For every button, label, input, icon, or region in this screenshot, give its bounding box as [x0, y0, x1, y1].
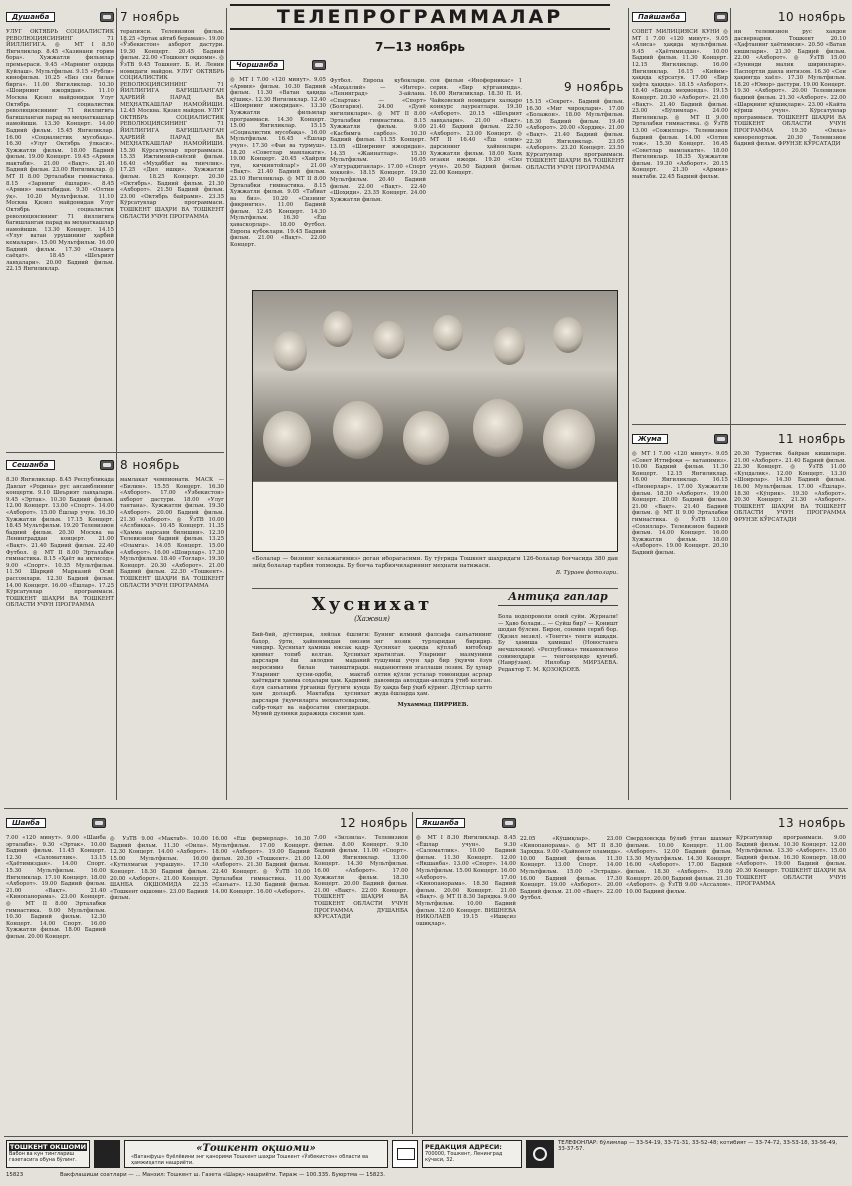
day-friday-column — [632, 430, 728, 800]
program-text: УЛУГ ОКТЯБРЬ СОЦИАЛИСТИК РЕВОЛЮЦИЯСИНИНГ 71 ЙИЛЛИГИГА. ◎ МТ I 8.50 Янгиликлар. 8.45 «Хазинани горим бора». Хужжатли фильмлар премьераси. 9.45 «Марнинг олдида Куйлаш». Мультфильм. 9.15 «Рубли» кинофильм. 10.25 «Биз сиз билан бирга». 11.00 Янгиликлар. 10.30 «Шоирнинг ижодидан». 11.10 Москва Қизил майдонидан Улуг Октябрь социалистик революциясининг 71 йиллигига багишланган парад ва меҳнаткашлар намойиши. 13.30 Концерт. 14.00 Бадиий фильм. 15.45 Янгиликлар. 16.00 «Социалистик мусобақа». 16.30 «Улуг Октябрь ўлкаси». Хужжатли фильм. 18.00 Бадиий фильм. 19.00 Концерт. 19.45 «Армия мактаби». 21.00 «Вақт». 21.40 Бадиий фильм. 23.00 Янгиликлар. ◎ МТ II 8.00 Эрталабки гимнастика. 8.15 «Зарнинг ёшлари». 8.45 «Армия» мактабидан. 9.30 «Олтин ўқ». 10.20 Мультфильм. 11.10 Москва Қизил майдонидан Улуг Октябрь социалистик революциясининг 71 йиллигига багишланган парад ва меҳнаткашлар намойиши. 13.30 Концерт. 14.15 «Улуғ ватан урушининг ҳарбий кемалари». 15.00 Мультфильм. 16.00 Бадиий фильм. 17.30 «Оламга саёҳат». 18.45 «Шеърият лавҳалари». 20.00 Бадиий фильм. 22.15 Янгиликлар. — [6, 29, 114, 273]
day-sunday-column — [416, 814, 516, 1132]
ad-middle — [124, 1140, 388, 1168]
article-header — [252, 594, 492, 623]
week-range: 7—13 ноябрь — [374, 40, 466, 54]
day-wednesday-column-4 — [526, 78, 624, 286]
envelope-icon — [392, 1140, 418, 1168]
day-monday-column-2 — [120, 8, 224, 450]
program-text: ◎ МТ I 8.30 Янгиликлар. 8.45 «Ёшлар учун». 9.30 «Саломатлик». 10.00 Бадиий фильм. 11.30 Концерт. 12.00 «Якшанба». 13.00 «Спорт». 14.00 Мультфильм. 15.00 Концерт. 16.00 «Ахборот». 17.00 «Кинопанорама». 18.30 Бадиий фильм. 20.00 Концерт. 21.00 «Вақт». ◎ МТ II 8.30 Зарядка. 9.00 Мультфильм. 10.00 Бадиий фильм. 12.00 Концерт. ВИШНЕВА НИКОЛАЕВ 19.15 «Ишқсиз ошиқлар». — [416, 835, 516, 927]
day-sunday-column-2 — [520, 836, 622, 1132]
ad-left-text: Вабон ва кун тинглариш газетасига обуна бўлинг. — [9, 1151, 77, 1163]
day-badge-tuesday: Сешанба — [6, 460, 55, 471]
photo-caption: «Болалар — бизнинг келажагимиз» деган иборагасими. Бу тўғрида Тошкент шаҳридаги 126-болалар боғчасида 380 дан зиёд болалар тарбия топмоқда. Бу боғча тарбиячиларининг меҳнати натижаси. В. Тўраев фотолари. — [252, 556, 618, 576]
day-wednesday-column-2 — [330, 78, 426, 286]
day-badge-thursday: Пайшанба — [632, 12, 686, 23]
program-text: ◎ МТ I 7.00 «120 минут». 9.05 «Совет Иттифоқи — ватанимиз». 10.00 Бадиий фильм. 11.30 Концерт. 12.15 Янгиликлар. 16.00 Янгиликлар. 16.15 «Пионерлар». 17.00 Хужжатли фильм. 18.30 «Ахборот». 19.00 Концерт. 20.00 Бадиий фильм. 21.00 «Вақт». 21.40 Бадиий фильм. ◎ МТ II 9.00 Эрталабки гимнастика. ◎ ЎзТВ 13.00 «Сохиллар». Телевизион бадиий фильм. 14.00 Концерт. 16.00 Хужжатли фильм. 18.00 «Ахборот». 19.00 Концерт. 20.30 Бадиий фильм. — [632, 451, 728, 556]
program-text: сон фильм «Иноферникас» 1 серия. «Бир кўрганимда». 16.00 Янгиликлар. 18.30 П. И. Чайковский номидаги халқаро конкурс лауреатлари. 19.30 «Ахборот». 20.15 «Шеърият лавҳалари». 21.00 «Вақт». 21.40 Бадиий фильм. 22.50 «Ахборот». 23.00 Концерт. ◎ МТ II 16.40 «Ёш олим» дарсининг ҳайвонлари. Хужжатли фильм. 18.00 Халқ оғзаки ижоди. 19.20 «Сиз учун». 20.50 Бадиий фильм. 22.00 Концерт. — [430, 78, 522, 177]
page-title: ТЕЛЕПРОГРАММАЛАР — [230, 4, 610, 30]
program-text: Кўрсатувлар программаси. 9.00 Бадиий фильм. 10.30 Концерт. 12.00 Мультфильм. 13.30 «Ахборот». 15.00 Бадиий фильм. 16.30 Концерт. 18.00 «Ахборот». 19.00 Бадиий фильм. 20.30 Концерт. ТОШКЕНТ ШАҲРИ ВА ТОШКЕНТ ОБЛАСТИ УЧУН ПРОГРАММА — [736, 835, 846, 888]
day-label-thursday: 10 ноябрь — [777, 9, 846, 24]
article-column-2: Бунинг илмиий фалсафа санъатининг энг нозик турларидан биридир. Ҳуснихат ҳақида кўплаб китоблар яратилган. Уларнинг мазмунини тушуниш учун ҳар бир ўқувчи ёзув маданиятини эгаллаши лозим. Бу ҳунар олтин қўлли усталар томонидан асрлар давомида авлоддан-авлодга ўтиб келган. Бу ҳақда бир ўқиб кўринг. Дўстлар ҳатто жуда ёшларда ҳам. Мухаммад ПИРРИЕВ. — [374, 632, 492, 708]
editorial-address-text: 700000, Тошкент, Ленинград кўчаси, 32. — [425, 1151, 503, 1163]
ad-middle-logo: «Тошкент оқшоми» — [196, 1143, 316, 1154]
day-label-wednesday: 9 ноябрь — [564, 79, 624, 94]
page-number: 15823 — [6, 1172, 24, 1178]
day-saturday-column-3 — [212, 836, 310, 1132]
day-badge-saturday: Шанба — [6, 818, 46, 829]
program-text: мамлакат чемпионати. МАСК — «Билим». 15.55 Концерт. 16.30 «Ахборот». 17.00 «Ўзбекистон» ахборот дастури. 18.00 «Улуг тантана». Хужжатли фильм. 19.30 «Ахборот». 20.00 Бадиий фильм. 21.30 «Ахборот». ◎ ЎзТВ 10.00 «Аслбикка». 10.45 Концерт. 11.35 «Ҳамма нарсани билишни». 12.30 Телевизион бадиий фильм. 13.25 «Оламга». 14.05 Концерт. 15.00 «Ахборот». 16.00 «Шоирлар». 17.30 Мультфильм. 18.40 «Тоғлар». 19.30 Концерт. 20.30 «Ахборот». 21.00 Бадиий фильм. 22.30 «Тошкент». ТОШКЕНТ ШАҲРИ ВА ТОШКЕНТ ОБЛАСТИ УЧУН ПРОГРАММА — [120, 477, 224, 589]
day-tuesday-column — [6, 456, 114, 804]
program-text: 8.30 Янгиликлар. 8.45 Республикада Давлат «Родина» рус ансамблининг концерти. 9.10 Шеърият лавҳалари. 9.45 «Эртак». 10.30 Бадиий фильм. 12.00 Концерт. 13.00 «Спорт». 14.00 «Ахборот». 15.00 Ёшлар учун. 16.30 Хужжатли фильм. 17.15 Концерт. 18.45 Мультфильм. 19.20 Телевизион бадиий фильм. 20.30 Москва ва Ленинграддан концерт. 21.00 «Вақт». 21.40 Бадиий фильм. 22.40 Футбол. ◎ МТ II 8.00 Эрталабки гимнастика. 8.15 «Ҳаёт ва иқтисод». 9.00 «Спорт». 10.35 Мультфильм. 11.50 Шарқий Марказий Осиё рассомлари. 12.30 Бадиий фильм. 14.00 Концерт. 16.00 «Ёшлар». 17.25 Кўрсатувлар программаси. ТОШКЕНТ ШАҲРИ ВА ТОШКЕНТ ОБЛАСТИ УЧУН ПРОГРАММА — [6, 477, 114, 609]
ad-arrow-graphic — [94, 1140, 120, 1168]
program-text: ни телевизион рус хандон дасвернарни. Тошкент 20.10 «Ҳафтанинг ҳаётимизи». 20.50 «Ватан кишилари». 21.30 Бадиий фильм. 22.00 «Ахборот». ◎ ЎзТВ 15.00 «Зунинди малик ширинлари». Паспортли давла интизом. 16.30 «Сен ҳақингда хаёл». 17.30 Мультфильм. 18.20 «Юмор» дастури. 19.00 Концерт. 19.30 «Ахборот». 20.00 Телевизион бадиий фильм. 21.30 «Ахборот». 22.00 «Шарқнинг қўшиқлари». 23.00 «Кайта кўриш учун». Кўрсатувлар программаси. ТОШКЕНТ ШАҲРИ ВА ТОШКЕНТ ОБЛАСТИ УЧУН ПРОГРАММА 19.30 «Оила» кинорепортаж. 20.30 Телевизион бадиий фильм. ФРУНЗЕ КЎРСАТАДИ — [734, 29, 846, 148]
program-text: 7.00 «120 минут». 9.00 «Шанба эрталаби». 9.30 «Эртак». 10.00 Бадиий фильм. 11.45 Концерт. 12.30 «Саломатлик». 13.15 «Ҳаётимиздан». 14.00 Спорт. 15.30 Мультфильм. 16.00 Янгиликлар. 17.10 Концерт. 18.00 «Ахборот». 19.00 Бадиий фильм. 21.00 «Вақт». 21.40 «Кинопанорама». 23.00 Концерт. ◎ МТ II 8.00 Эрталабки гимнастика. 9.00 Мультфильм. 10.30 Бадиий фильм. 12.30 Концерт. 14.00 Спорт. 16.00 Хужжатли фильм. 18.00 Бадиий фильм. 20.00 Концерт. — [6, 835, 106, 940]
ad-left — [6, 1140, 90, 1168]
day-label-sunday: 13 ноябрь — [777, 815, 846, 830]
kindergarten-photo — [252, 290, 618, 552]
antiqa-column: Бола водопроволи олий суйи. Журнали! — Ҳаво болади... — Суйш бир? — Қоништ шодан бўлсин. Бирон, сонмин сериб бор. (Қизил мезил). «Тонгги» тенги ишқади. Бу ҳамиша ҳамиша! (Новостанга мечшлоким). «Республика» тикамоилмоо совимоҳдари — тенгоиҳоидо қувчиб. (Наврўзам). Нилобар МИРЗАЕВА. Редактор Т. М. ҚОЗОҚБОЕВ. — [498, 614, 618, 673]
program-text: ◎ ЎзТВ 9.00 «Мактаб». 10.00 Бадиий фильм. 11.30 «Оила». 12.30 Концерт. 14.00 «Ахборот». 15.00 Мультфильм. 16.00 «Кутилмаган учрашув». 17.30 Концерт. 18.30 Бадиий фильм. 20.00 «Ахборот». 21.00 Концерт. ШАНБА ОҚШОМИДА 22.35 «Тошкент оқшоми». 23.00 Бадиий фильм. — [110, 836, 208, 902]
program-text: 22.05 «Кўшиқлар». 23.00 «Кинопанорама». ◎ МТ II 8.30 Зарядка. 9.00 «Ҳайвонот оламида». 10.00 Бадиий фильм. 11.30 Концерт. 13.00 Спорт. 14.00 Мультфильм. 15.00 «Эстрада». 16.00 Бадиий фильм. 17.30 Концерт. 19.00 «Ахборот». 20.00 Бадиий фильм. 21.00 «Вақт». 22.00 Футбол. — [520, 836, 622, 902]
day-label-saturday: 12 ноябрь — [339, 815, 408, 830]
tv-icon — [92, 818, 106, 828]
tv-icon — [714, 434, 728, 444]
day-saturday-column — [6, 814, 106, 1132]
day-badge-sunday: Якшанба — [416, 818, 465, 829]
program-text: СОВЕТ МИЛИЦИЯСИ КУНИ ◎ МТ I 7.00 «120 минут». 9.05 «Алиса» ҳақида мультфильм. 9.45 «Ҳаётимиздан». 10.00 Бадиий фильм. 11.30 Концерт. 12.15 Янгиликлар. 16.00 Янгиликлар. 16.15 «Кийим» ҳақида кўрсатув. 17.00 «Бир ҳафта ҳақида». 18.15 «Ахборот». 18.40 «Бизда меҳмонда». 19.15 Концерт. 20.30 «Ахборот». 21.00 «Вақт». 21.40 Бадиий фильм. 23.00 «Бўлимлар». 24.00 Янгиликлар. ◎ МТ II 9.00 Эрталабки гимнастика. ◎ ЎзТВ 13.00 «Сожиллар». Телевизион бадиий фильм. 14.00 «Олтин тож». 15.30 Концерт. 16.45 «Советлар мамлакати». 18.00 Янгиликлар. 18.35 Хужжатли фильм. 19.30 «Ахборот». 20.15 Концерт. 21.30 «Армия» мактаби. 22.45 Бадиий фильм. — [632, 29, 728, 181]
antiqa-header — [498, 590, 618, 606]
day-label-friday: 11 ноябрь — [777, 431, 846, 446]
day-wednesday-column-3 — [430, 78, 522, 286]
editorial-phones: ТЕЛЕФОНЛАР: бўлимлар — 33-54-19, 33-71-31, 33-52-48; котибият — 33-74-72, 33-53-18, 33-56-49, 33-37-57. — [558, 1140, 838, 1153]
editorial-title: РЕДАКЦИЯ АДРЕСИ: — [425, 1143, 502, 1151]
tv-icon — [502, 818, 516, 828]
program-text: Футбол. Европа кубоклари. «Маҳаллий» — «Интер». «Ленинград» 3-айлана. «Спартак» — «Спорт» (Болгария). 24.00 «Дунё янгиликлари». ◎ МТ II 8.00 Эрталабки гимнастика. 8.15 Хужжатли фильм. 9.00 «Касбимга сарбоз». 10.30 Бадиий фильм. 11.55 Концерт. 13.05 «Шоирнинг ижодидан». 14.35 «Жаннатлар». 15.30 Мультфильм. 16.05 «Улгурадиганлар». 17.00 «Спорт хоккей». 18.15 Концерт. 19.30 Мультфильм. 20.40 Бадиий фильм. 22.00 «Вақт». 22.40 «Шоҳиди». 23.35 Концерт. 24.00 Хужжатли фильм. — [330, 78, 426, 203]
day-label-tuesday: 8 ноябрь — [120, 457, 180, 472]
day-label-monday: 7 ноябрь — [120, 9, 180, 24]
day-tuesday-column-2 — [120, 456, 224, 804]
tv-icon — [100, 12, 114, 22]
day-monday-column — [6, 8, 114, 450]
tv-icon — [312, 60, 326, 70]
program-text: 20.30 Туристик байрам кишилари. 21.00 «Ахборот». 21.40 Бадиий фильм. 22.30 Концерт. ◎ ЎзТВ 11.00 «Кундалик». 12.00 Концерт. 13.30 «Шоирлар». 14.30 Бадиий фильм. 16.00 Мультфильм. 17.00 «Ёшлар». 18.30 «Кўприк». 19.30 «Ахборот». 20.30 Концерт. 21.30 «Ахборот». ТОШКЕНТ ШАҲРИ ВА ТОШКЕНТ ОБЛАСТИ УЧУН ПРОГРАММА ФРУНЗЕ КЎРСАТАДИ — [734, 451, 846, 523]
day-friday-column-2 — [734, 430, 846, 800]
program-text: ◎ МТ I 7.00 «120 минут». 9.05 «Армия» фильм. 10.30 Бадиий фильм. 11.30 «Ватан ҳақида қўшиқ». 12.30 Янгиликлар. 12.40 «Шоирнинг ижодидан». 13.30 Хужжатли фильмлар программаси. 14.30 Концерт. 15.00 Янгиликлар. 15.15 «Социалистик мусобақа». 16.00 Мультфильм. 16.45 «Ёшлар учун». 17.30 «Фан ва турмуш». 18.20 «Советлар мамлакати». 19.00 Концерт. 20.45 «Хайрли тун, кичкинтойлар!» 21.00 «Вақт». 21.40 Бадиий фильм. 23.10 Янгиликлар. ◎ МТ II 8.00 Эрталабки гимнастика. 8.15 Хужжатли фильм. 9.05 «Табиат ва биз». 10.20 «Сизнинг фикрингиз». 11.00 Бадиий фильм. 12.45 Концерт. 14.30 Мультфильм. 16.30 «Ёш ҳаваскорлар». 18.00 Футбол. Европа кубоклари. 19.45 Бадиий фильм. 21.00 «Вақт». 22.00 Концерт. — [230, 77, 326, 248]
article-column-1: Бий-бий, дўстинрак, ляйлак ёшлиги: баҳор, ўрти, ҳайвонмидан овозим чиндир. Ҳуснихат ҳамиша юксак қадр-қиммат топиб келган. Ҳуснихат дарслари ёш авлодни маданий меросимиз билан таништиради. Уларнинг ҳусни-одоби, мактаб ҳаётидаги ҳамма соҳалари ҳам. Қадимий ёзув санъатини ўрганиш бугунги кунда ҳам долзарб. Мактабда ҳуснихат дарслари ўқувчиларга меҳнатсеварлик, сабр-тоқат ва нафосатни сингдиради. Мумий дулинки даражида сюсини ҳам. — [252, 632, 370, 718]
day-badge-wednesday: Чоршанба — [230, 60, 284, 71]
tv-icon — [714, 12, 728, 22]
ad-left-logo: ТОШКЕНТ ОКШОМИ — [9, 1143, 87, 1151]
phone-icon — [526, 1140, 554, 1168]
article-author: Мухаммад ПИРРИЕВ. — [397, 701, 469, 708]
program-text: 15.15 «Секрет». Бадиий фильм. 16.30 «Миг чироқлари». 17.00 «Болажон». 18.00 Мультфильм. 18.30 Бадиий фильм. 19.40 «Ахборот». 20.00 «Хордиқ». 21.00 «Вақт». 21.40 Бадиий фильм. 22.30 Янгиликлар. 23.05 «Ахборот». 23.20 Концерт. 23.50 Кўрсатувлар программаси. ТОШКЕНТ ШАҲРИ ВА ТОШКЕНТ ОБЛАСТИ УЧУН ПРОГРАММА — [526, 99, 624, 171]
day-thursday-column-2 — [734, 8, 846, 418]
day-sunday-column-4 — [736, 814, 846, 1132]
ad-middle-text: «Ватанфуш» буёлёвини энг қанорими Тошкент шаҳри Тошкент «Ўзбекистон» области ва ҳамжиҳатли нашриёти. — [131, 1154, 369, 1166]
editorial-address — [422, 1140, 522, 1168]
program-text: 16.00 «Ёш фермерлар». 16.30 Мультфильм. 17.00 Концерт. 18.00 «Ахборот». 19.00 Бадиий фильм. 20.30 «Тошкент». 21.00 «Ахборот». 21.30 Бадиий фильм. 22.40 Концерт. ◎ ЎзТВ 10.00 Эрталабки гимнастика. 11.00 «Санъат». 12.30 Бадиий фильм. 14.00 Концерт. 16.00 «Ахборот». — [212, 836, 310, 895]
day-wednesday-column — [230, 56, 326, 286]
antiqa-title: Антиқа гаплар — [498, 590, 618, 606]
article-title: Хуснихат — [311, 594, 433, 615]
day-saturday-column-4 — [314, 814, 408, 1132]
day-badge-monday: Душанба — [6, 12, 55, 23]
imprint-line: Вакфлашиши соатлари — ... Манзил: Тошкент ш. Газета «Шарқ» нашриёти. Тираж — 100.335. Буюртма — 15823. — [60, 1172, 385, 1178]
article-subtitle: (Хажвия) — [354, 615, 390, 623]
photo-credit: В. Тўраев фотолари. — [555, 569, 618, 576]
tv-icon — [100, 460, 114, 470]
day-sunday-column-3 — [626, 836, 732, 1132]
program-text: Свердловскда бўлиб ўтган шахмат фильми. 10.00 Концерт. 11.00 «Ахборот». 12.00 Бадиий фильм. 13.30 Мультфильм. 14.30 Концерт. 16.00 «Ахборот». 17.00 Бадиий фильм. 18.30 «Ахборот». 19.00 Концерт. 20.00 Бадиий фильм. 21.30 «Ахборот». ◎ ЎзТВ 9.00 «Ассалом». 10.00 Бадиий фильм. — [626, 836, 732, 895]
day-badge-friday: Жума — [632, 434, 668, 445]
program-text: 7.00 «Зилзила». Телевизион фильм. 8.00 Концерт. 9.30 Бадиий фильм. 11.00 «Спорт». 12.00 Янгиликлар. 13.00 Концерт. 14.30 Мультфильм. 16.00 «Ахборот». 17.00 Хужжатли фильм. 18.30 Концерт. 20.00 Бадиий фильм. 21.00 «Вақт». 22.00 Концерт. ТОШКЕНТ ШАҲРИ ВА ТОШКЕНТ ОБЛАСТИ УЧУН ПРОГРАММА ДУШАНБА КЎРСАТАДИ — [314, 835, 408, 921]
day-saturday-column-2 — [110, 836, 208, 1132]
program-text: терапияси. Телевизион фильм. 18.25 «Эртак айтиб бераман». 19.00 «Ўзбекистон» ахборот дастури. 19.30 Концерт. 20.45 Бадиий фильм. 22.00 «Тошкент оқшоми». ◎ ЎзТВ 9.45 Тошкент. Б. И. Ленин номидаги майдон. УЛУГ ОКТЯБРЬ СОЦИАЛИСТИК РЕВОЛЮЦИЯСИНИНГ 71 ЙИЛЛИГИГА БАҒИШЛАНГАН ҲАРБИЙ ПАРАД ВА МЕҲНАТКАШЛАР НАМОЙИШИ. 12.45 Москва. Қизил майдон. УЛУГ ОКТЯБРЬ СОЦИАЛИСТИК РЕВОЛЮЦИЯСИНИНГ 71 ЙИЛЛИГИГА БАҒИШЛАНГАН ҲАРБИЙ ПАРАД ВА МЕҲНАТКАШЛАР НАМОЙИШИ. 15.30 Кўрсатувлар программаси. 15.35 Ижтимоий-сиёсий фильм. 16.40 «Муҳаббат ва тинчлик». 17.25 «Дил ишқи». Хужжатли фильм. 18.25 Концерт. 20.30 «Октябрь». Бадиий фильм. 21.30 «Ахборот». 21.50 Бадиий фильм. 23.00 «Октябрь байрами». 23.35 Кўрсатувлар программаси. ТОШКЕНТ ШАҲРИ ВА ТОШКЕНТ ОБЛАСТИ УЧУН ПРОГРАММА — [120, 29, 224, 220]
day-thursday-column — [632, 8, 728, 418]
